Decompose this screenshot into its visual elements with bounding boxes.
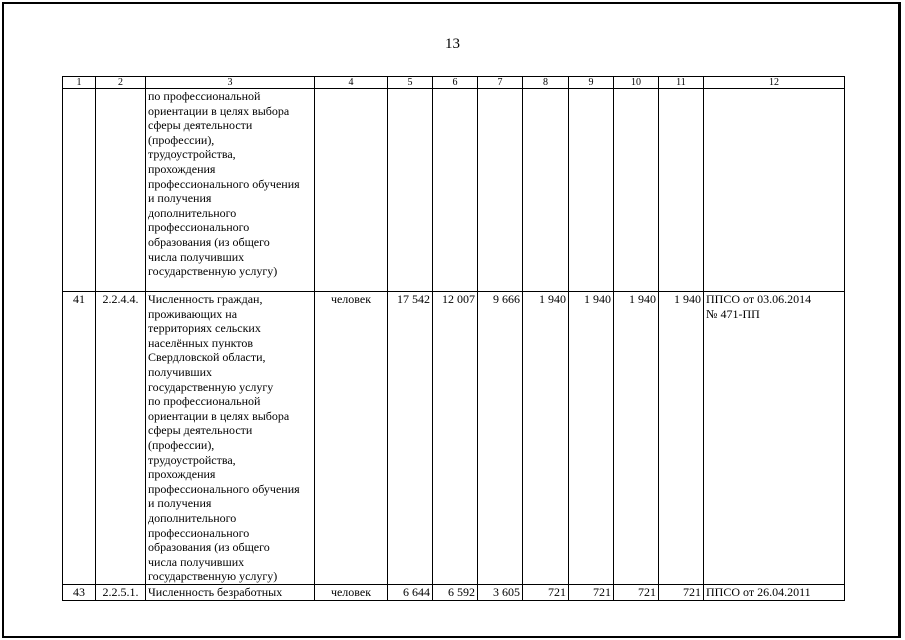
indicator-name: Численность граждан, проживающих на территориях сельских населённых пунктов Свердловской области, получивших государственную услугу по профессиональной ориентации в целях выбора сферы деятельности (профессии), трудоустройства, прохождения профессионального обучения и получения дополнительного профессионального образования (из общего числа получивших государственную услугу) [146, 292, 315, 585]
value-cell: 3 605 [478, 585, 523, 601]
unit-cell: человек [315, 585, 388, 601]
header-row [63, 77, 845, 89]
value-cell [569, 89, 614, 292]
value-cell [523, 89, 569, 292]
column-header: 11 [659, 77, 704, 89]
column-header: 1 [63, 77, 96, 89]
row-number: 41 [63, 292, 96, 585]
source-cell [704, 89, 845, 292]
row-number [63, 89, 96, 292]
indicator-name: Численность безработных [146, 585, 315, 601]
data-table [62, 76, 845, 601]
value-cell: 1 940 [614, 292, 659, 585]
value-cell: 721 [659, 585, 704, 601]
column-header: 9 [569, 77, 614, 89]
value-cell: 12 007 [433, 292, 478, 585]
value-cell: 1 940 [659, 292, 704, 585]
value-cell: 721 [569, 585, 614, 601]
value-cell [388, 89, 433, 292]
unit-cell: человек [315, 292, 388, 585]
source-cell: ППСО от 26.04.2011 [704, 585, 845, 601]
unit-cell [315, 89, 388, 292]
column-header: 4 [315, 77, 388, 89]
value-cell [478, 89, 523, 292]
column-header: 5 [388, 77, 433, 89]
column-header: 8 [523, 77, 569, 89]
source-cell: ППСО от 03.06.2014 № 471-ПП [704, 292, 845, 585]
row-code [96, 89, 146, 292]
value-cell: 721 [523, 585, 569, 601]
indicator-name: по профессиональной ориентации в целях выбора сферы деятельности (профессии), трудоустройства, прохождения профессионального обучения и получения дополнительного профессионального образования (из общего числа получивших государственную услугу) [146, 89, 315, 292]
value-cell [433, 89, 478, 292]
value-cell: 6 644 [388, 585, 433, 601]
table-row [63, 585, 845, 601]
column-header: 10 [614, 77, 659, 89]
column-header: 12 [704, 77, 845, 89]
table-row [63, 292, 845, 585]
row-code: 2.2.4.4. [96, 292, 146, 585]
value-cell: 9 666 [478, 292, 523, 585]
column-header: 7 [478, 77, 523, 89]
value-cell: 1 940 [523, 292, 569, 585]
column-header: 3 [146, 77, 315, 89]
row-code: 2.2.5.1. [96, 585, 146, 601]
column-header: 6 [433, 77, 478, 89]
value-cell: 721 [614, 585, 659, 601]
value-cell [614, 89, 659, 292]
value-cell: 17 542 [388, 292, 433, 585]
column-header: 2 [96, 77, 146, 89]
page-number: 13 [445, 36, 460, 52]
value-cell [659, 89, 704, 292]
table-row [63, 89, 845, 292]
value-cell: 6 592 [433, 585, 478, 601]
row-number: 43 [63, 585, 96, 601]
value-cell: 1 940 [569, 292, 614, 585]
